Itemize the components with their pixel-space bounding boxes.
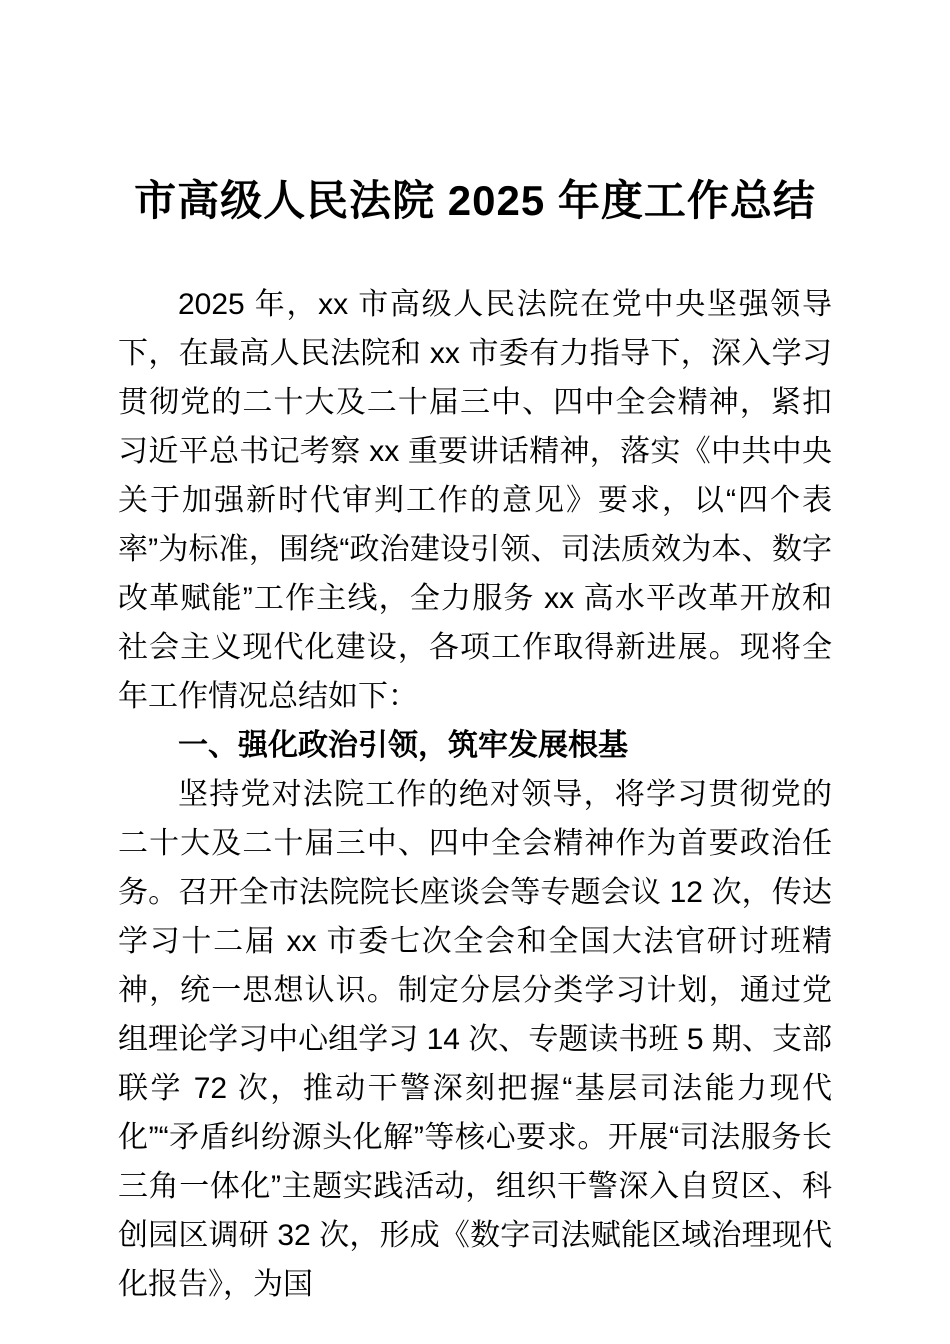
document-title: 市高级人民法院 2025 年度工作总结 — [134, 177, 816, 224]
paragraph: 坚持党对法院工作的绝对领导，将学习贯彻党的二十大及二十届三中、四中全会精神作为首要政治任务。召开全市法院院长座谈会等专题会议 12 次，传达学习十二届 xx 市委七次全会和全国大法官研讨班精神，统一思想认识。制定分层分类学习计划，通过党组理论学习中心组学习 14 次、专题读书班 5 期、支部联学 72 次，推动干警深刻把握“基层司法能力现代化”“矛盾纠纷源头化解”等核心要求。开展“司法服务长三角一体化”主题实践活动，组织干警深入自贸区、科创园区调研 32 次，形成《数字司法赋能区域治理现代化报告》，为国 — [118, 778, 832, 1301]
document-body — [118, 280, 832, 1309]
section-heading: 一、强化政治引领，筑牢发展根基 — [178, 729, 628, 762]
paragraph: 2025 年，xx 市高级人民法院在党中央坚强领导下，在最高人民法院和 xx 市委有力指导下，深入学习贯彻党的二十大及二十届三中、四中全会精神，紧扣习近平总书记考察 xx 重要讲话精神，落实《中共中央关于加强新时代审判工作的意见》要求，以“四个表率”为标准，围绕“政治建设引领、司法质效为本、数字改革赋能”工作主线，全力服务 xx 高水平改革开放和社会主义现代化建设，各项工作取得新进展。现将全年工作情况总结如下： — [118, 288, 832, 713]
